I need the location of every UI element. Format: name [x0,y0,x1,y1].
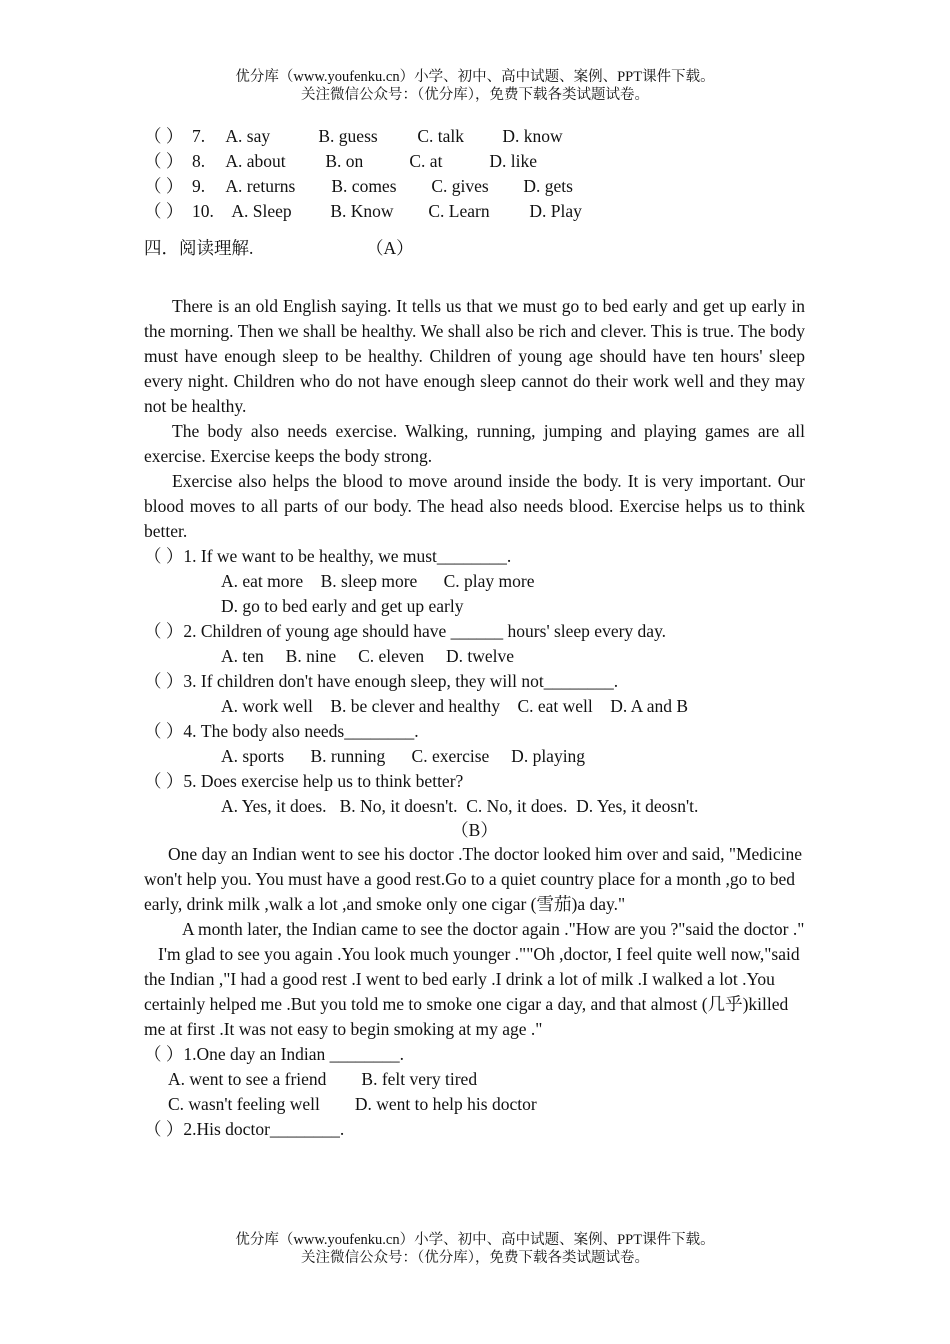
answer-paren: （ ） [144,176,184,196]
option-d: D. Play [529,201,582,221]
part-a-label: （A） [366,238,414,258]
section-title: 四．阅读理解. [144,238,254,258]
answer-paren: （ ） [144,201,184,221]
question-options: A. eat more B. sleep more C. play more [221,571,535,591]
passage-a-paragraph: The body also needs exercise. Walking, running, jumping and playing games are all exercise. Exercise keeps the body strong. [144,421,805,466]
question-stem: （ ）1.One day an Indian ________. [144,1044,405,1064]
option-a: A. say [225,126,271,146]
option-b: B. Know [330,201,394,221]
passage-b-paragraph: A month later, the Indian came to see the doctor again ."How are you ?"said the doctor ." [182,919,805,939]
question-stem: （ ）5. Does exercise help us to think better? [144,771,464,791]
question-options: A. Yes, it does. B. No, it doesn't. C. No, it does. D. Yes, it deosn't. [221,796,699,816]
question-options: A. sports B. running C. exercise D. playing [221,746,586,766]
cloze-row: （ ） 10. A. Sleep B. Know C. Learn D. Play [144,199,805,224]
option-d: D. like [489,151,538,171]
option-a: A. returns [225,176,296,196]
answer-paren: （ ） [144,151,184,171]
option-c: C. gives [431,176,489,196]
option-c: C. talk [417,126,465,146]
question-options: D. go to bed early and get up early [221,596,464,616]
option-d: D. gets [523,176,573,196]
answer-paren: （ ） [144,126,184,146]
option-a: A. Sleep [231,201,292,221]
option-b: B. on [325,151,364,171]
option-a: A. about [225,151,286,171]
option-b: B. guess [318,126,378,146]
passage-b-paragraph: I'm glad to see you again .You look much younger .""Oh ,doctor, I feel quite well now,"said the Indian ,"I had a good rest .I went to bed early .I drink a lot of milk .I walked a lot .You certainly helped me .But you told me to smoke one cigar a day, and that almost (几乎)killed me at first .It was not easy to begin smoking at my age ." [144,944,800,1039]
passage-a-paragraph: There is an old English saying. It tells us that we must go to bed early and get up early in the morning. Then we shall be healthy. We shall also be rich and clever. This is true. The body must have enough sleep to be healthy. Children of young age should have ten hours' sleep every night. Children who do not have enough sleep cannot do their work well and they may not be healthy. [144,296,805,416]
option-b: B. comes [331,176,397,196]
question-stem: （ ）4. The body also needs________. [144,721,419,741]
passage-a-paragraph: Exercise also helps the blood to move around inside the body. It is very important. Our blood moves to all parts of our body. The head also needs blood. Exercise helps us to think better. [144,471,805,541]
option-d: D. know [502,126,563,146]
footer-line-1: 优分库（www.youfenku.cn）小学、初中、高中试题、案例、PPT课件下载。 [235,1232,715,1248]
cloze-row: （ ） 7. A. say B. guess C. talk D. know [144,124,805,149]
document-body [144,124,805,1142]
question-options: A. ten B. nine C. eleven D. twelve [221,646,515,666]
question-stem: （ ）3. If children don't have enough sleep, they will not________. [144,671,619,691]
question-options: A. went to see a friend B. felt very tired [168,1069,478,1089]
question-options: C. wasn't feeling well D. went to help his doctor [168,1094,537,1114]
header-line-2: 关注微信公众号：（优分库），免费下载各类试题试卷。 [301,87,649,103]
passage-b-paragraph: One day an Indian went to see his doctor .The doctor looked him over and said, "Medicine won't help you. You must have a good rest.Go to a quiet country place for a month ,go to bed early, drink milk ,walk a lot ,and smoke only one cigar (雪茄)a day." [144,844,803,914]
question-stem: （ ）2.His doctor________. [144,1119,345,1139]
option-c: C. Learn [428,201,490,221]
header-line-1: 优分库（www.youfenku.cn）小学、初中、高中试题、案例、PPT课件下载。 [235,69,715,85]
page-footer [0,1231,950,1267]
footer-line-2: 关注微信公众号：（优分库），免费下载各类试题试卷。 [301,1250,649,1266]
section-heading [144,236,805,261]
cloze-row: （ ） 8. A. about B. on C. at D. like [144,149,805,174]
question-stem: （ ）1. If we want to be healthy, we must________. [144,546,512,566]
part-b-label: （B） [451,820,498,840]
cloze-row: （ ） 9. A. returns B. comes C. gives D. gets [144,174,805,199]
page-header [0,68,950,104]
question-stem: （ ）2. Children of young age should have ______ hours' sleep every day. [144,621,667,641]
option-c: C. at [409,151,443,171]
question-options: A. work well B. be clever and healthy C. eat well D. A and B [221,696,689,716]
